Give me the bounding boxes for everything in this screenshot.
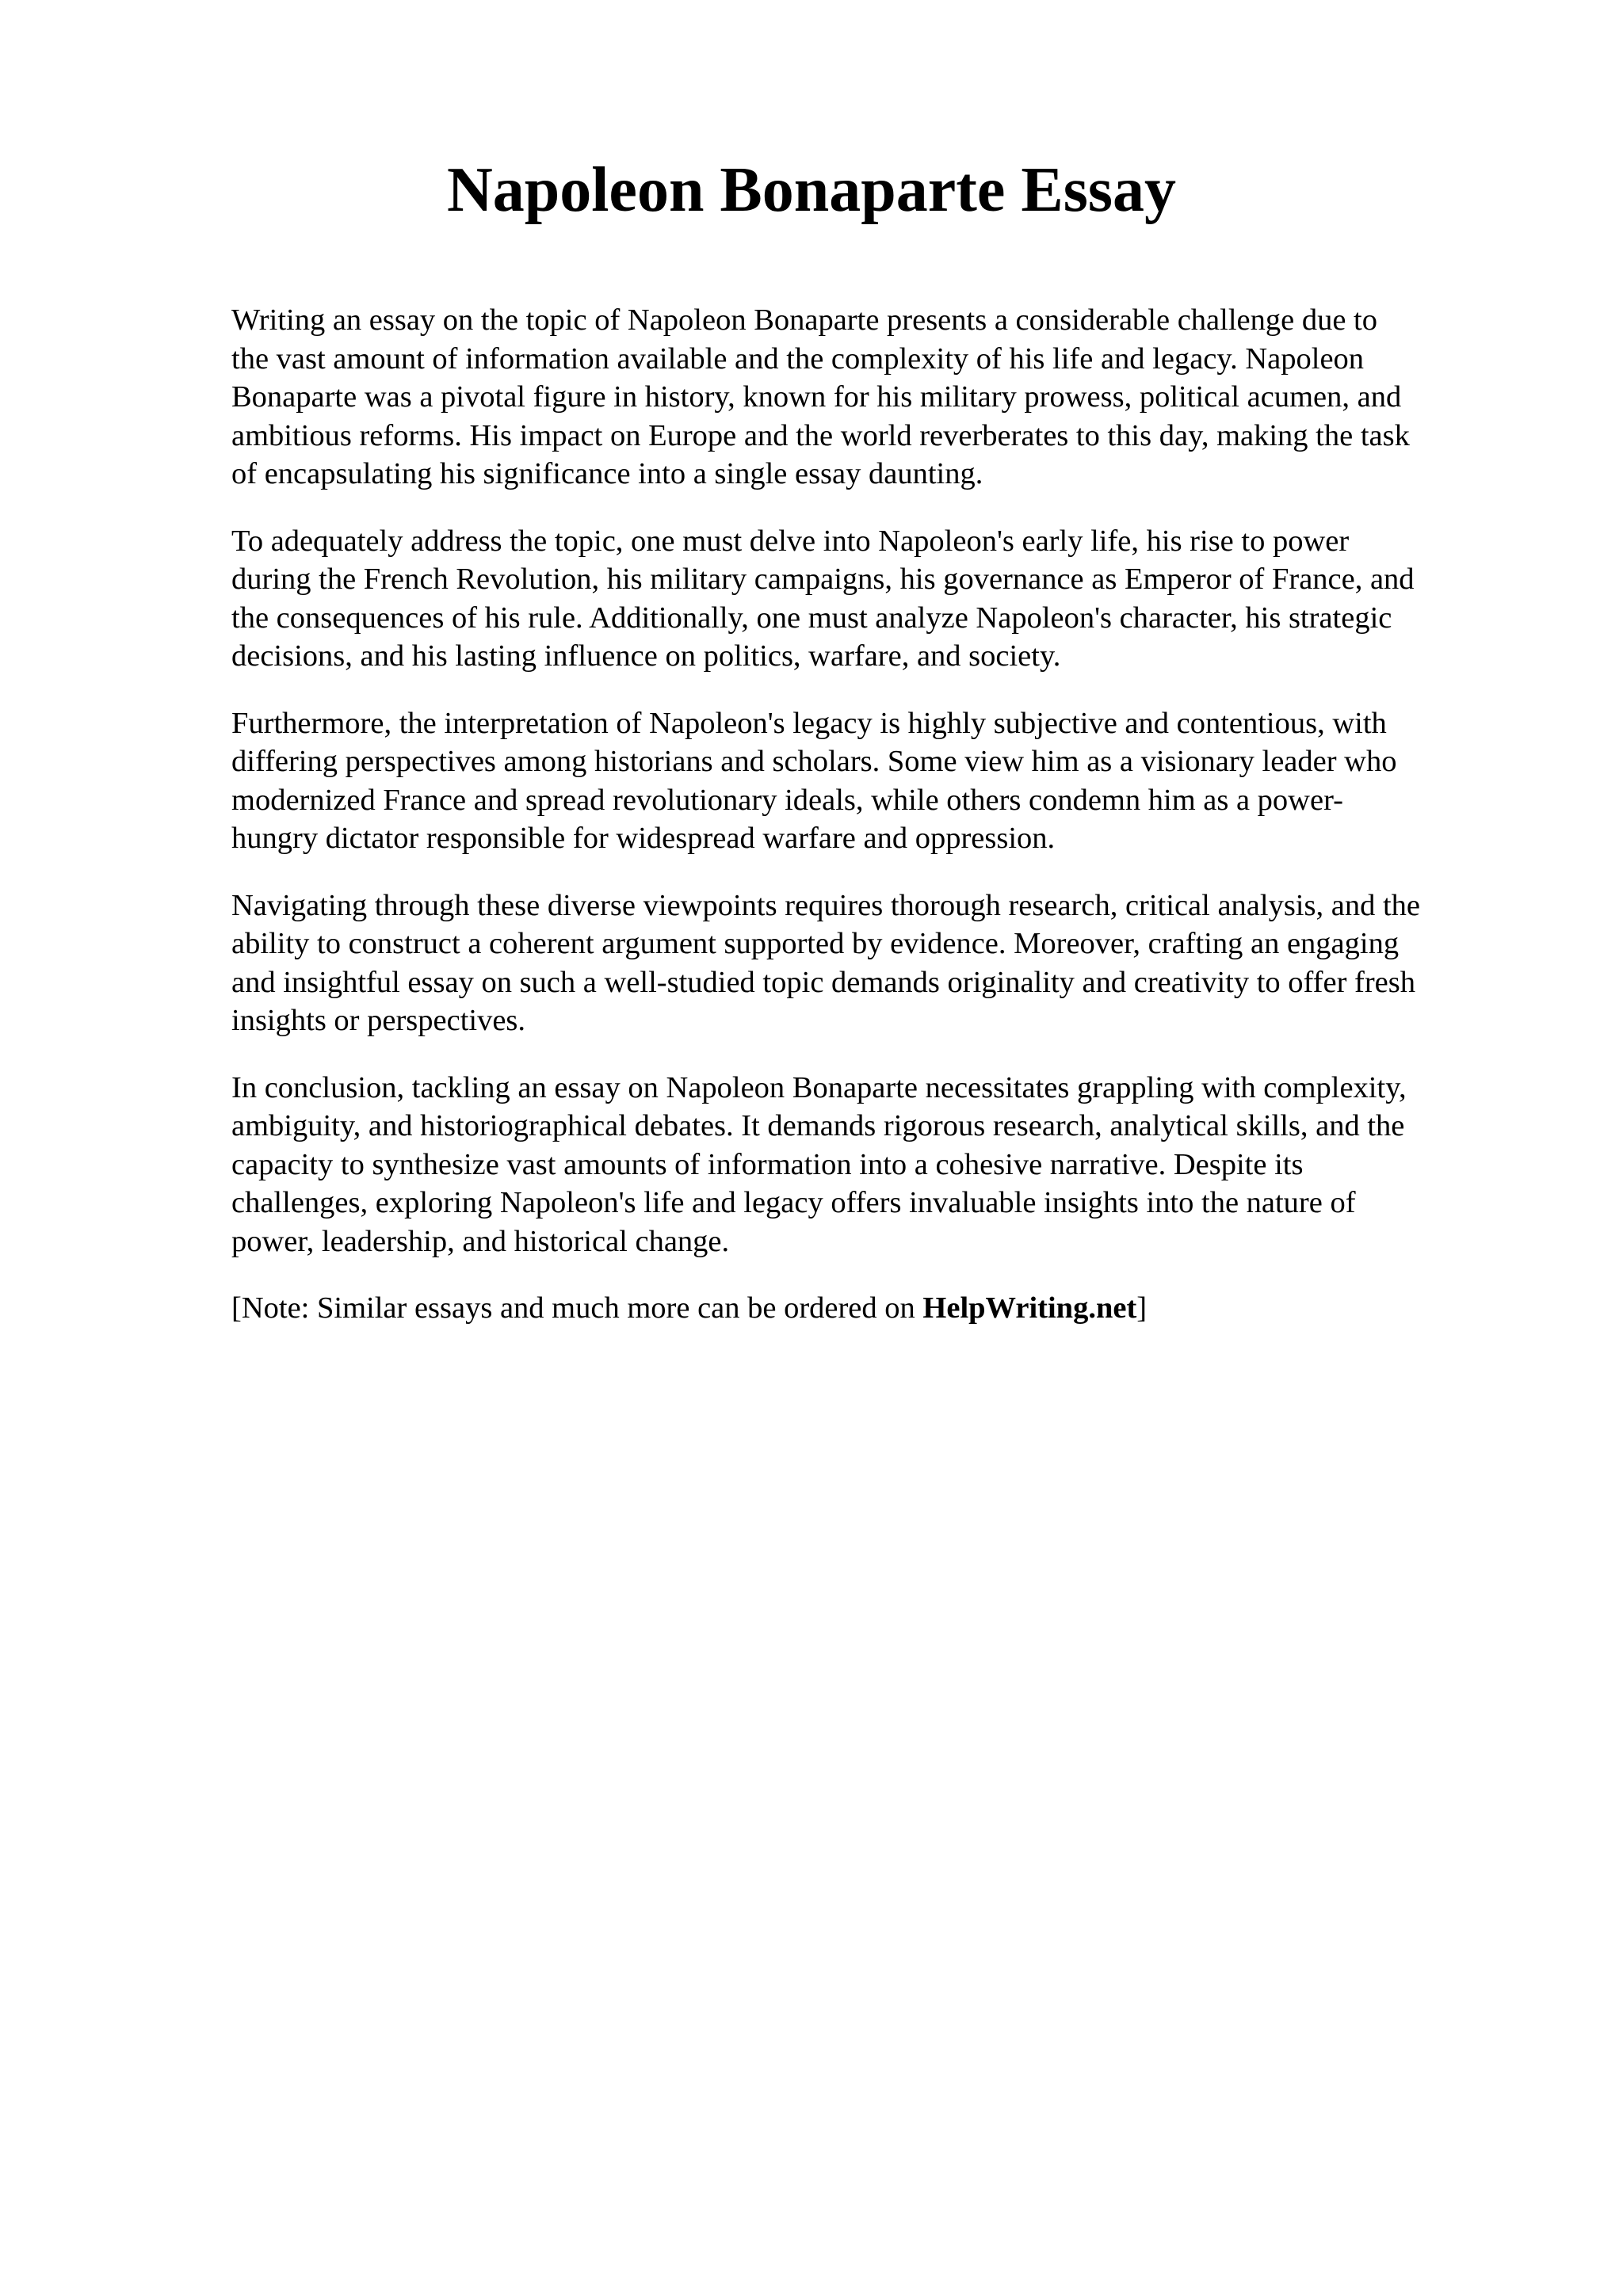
paragraph-line: To adequately address the topic, one must delve into Napoleon's early life, his rise to power (231, 524, 1350, 558)
paragraph-line: capacity to synthesize vast amounts of information into a cohesive narrative. Despite its (231, 1147, 1304, 1181)
paragraph-2 (231, 522, 1515, 676)
note-prefix: [Note: Similar essays and much more can be ordered on (231, 1291, 923, 1325)
paragraph-4 (231, 887, 1515, 1040)
paragraph-line: ability to construct a coherent argument supported by evidence. Moreover, crafting an engaging (231, 927, 1400, 960)
paragraph-line: hungry dictator responsible for widespread warfare and oppression. (231, 822, 1056, 855)
paragraph-line: during the French Revolution, his military campaigns, his governance as Emperor of France, and (231, 563, 1415, 596)
page-title: Napoleon Bonaparte Essay (446, 155, 1177, 225)
paragraph-3 (231, 704, 1515, 858)
paragraph-line: differing perspectives among historians and scholars. Some view him as a visionary leader who (231, 745, 1397, 778)
paragraph-line: power, leadership, and historical change. (231, 1224, 730, 1258)
paragraph-line: Bonaparte was a pivotal figure in history, known for his military prowess, political acumen, and (231, 380, 1402, 414)
paragraph-line: decisions, and his lasting influence on politics, warfare, and society. (231, 639, 1061, 673)
paragraph-line: modernized France and spread revolutionary ideals, while others condemn him as a power- (231, 783, 1343, 817)
note-paragraph (231, 1289, 1515, 1328)
paragraph-line: Furthermore, the interpretation of Napoleon's legacy is highly subjective and contentious, with (231, 706, 1387, 740)
paragraph-line: In conclusion, tackling an essay on Napoleon Bonaparte necessitates grappling with complexity, (231, 1070, 1407, 1104)
helpwriting-link[interactable]: HelpWriting.net (922, 1291, 1137, 1325)
paragraph-line: ambitious reforms. His impact on Europe and the world reverberates to this day, making the task (231, 418, 1410, 452)
paragraph-line: Navigating through these diverse viewpoints requires thorough research, critical analysis, and the (231, 888, 1420, 922)
paragraph-line: and insightful essay on such a well-studied topic demands originality and creativity to offer fresh (231, 965, 1415, 999)
paragraph-line: Writing an essay on the topic of Napoleon Bonaparte presents a considerable challenge due to (231, 303, 1377, 337)
essay-body (231, 301, 1515, 1356)
paragraph-5 (231, 1069, 1515, 1261)
paragraph-line: challenges, exploring Napoleon's life and legacy offers invaluable insights into the nature of (231, 1186, 1356, 1219)
paragraph-1 (231, 301, 1515, 494)
paragraph-line: insights or perspectives. (231, 1004, 526, 1037)
paragraph-line: of encapsulating his significance into a single essay daunting. (231, 457, 983, 490)
note-suffix: ] (1136, 1291, 1148, 1325)
paragraph-line: the vast amount of information available and the complexity of his life and legacy. Napoleon (231, 341, 1365, 376)
paragraph-line: ambiguity, and historiographical debates. It demands rigorous research, analytical skills, and the (231, 1109, 1405, 1142)
paragraph-line: the consequences of his rule. Additionally, one must analyze Napoleon's character, his strategic (231, 601, 1392, 635)
